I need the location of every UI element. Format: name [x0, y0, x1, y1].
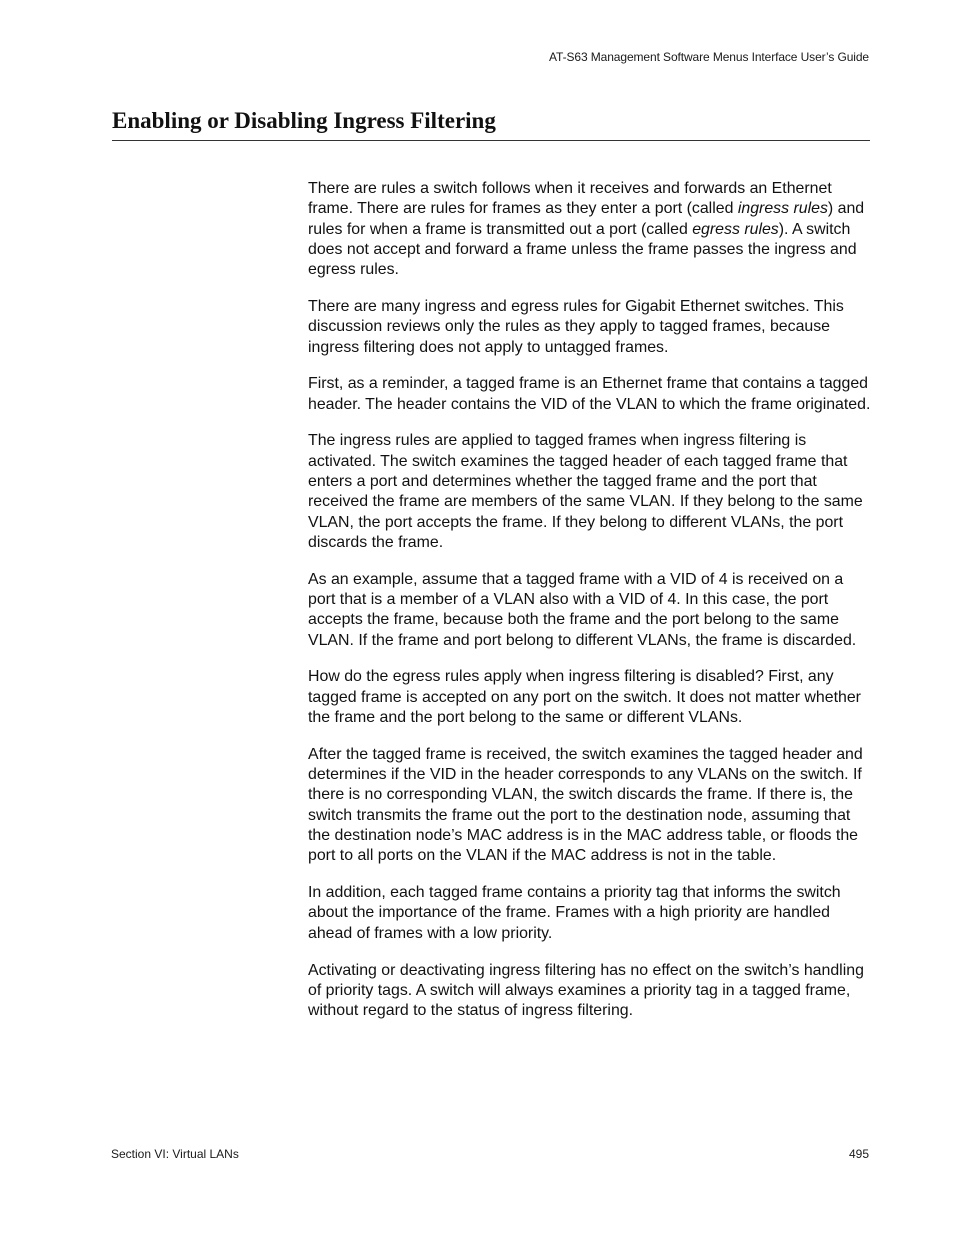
paragraph-intro: [308, 179, 872, 280]
paragraph-priority-tag: In addition, each tagged frame contains a priority tag that informs the switch about the importance of the frame. Frames with a high priority are handled ahead of frames with a low priority.: [308, 884, 841, 942]
term-ingress-rules: ingress rules: [737, 200, 828, 218]
footer-section-label: Section VI: Virtual LANs: [111, 1147, 239, 1161]
term-egress-rules: egress rules: [692, 220, 779, 238]
paragraph-gigabit-rules: There are many ingress and egress rules for Gigabit Ethernet switches. This discussion reviews only the rules as they apply to tagged frames, because ingress filtering does not apply to untagged frames.: [308, 297, 844, 356]
paragraph-after-received: After the tagged frame is received, the switch examines the tagged header and determines if the VID in the header corresponds to any VLANs on the switch. If there is no corresponding VLAN, the switch discards the frame. If there is, the switch transmits the frame out the port to the destination node, assuming that the destination node’s MAC address is in the MAC address table, or floods the port to all ports on the VLAN if the MAC address is not in the table.: [308, 745, 863, 865]
paragraph-tagged-frame-reminder: First, as a reminder, a tagged frame is an Ethernet frame that contains a tagged header. The header contains the VID of the VLAN to which the frame originated.: [308, 375, 871, 413]
paragraph-intro-text-3: ). A switch does not accept and forward a frame unless the frame passes the ingress and egress rules.: [308, 220, 857, 279]
running-header: AT-S63 Management Software Menus Interface User’s Guide: [549, 50, 869, 64]
paragraph-ingress-rules: The ingress rules are applied to tagged frames when ingress filtering is activated. The switch examines the tagged header of each tagged frame that enters a port and determines whether the tagged frame and the port that received the frame are members of the same VLAN. If they belong to the same VLAN, the port accepts the frame. If they belong to different VLANs, the port discards the frame.: [308, 432, 863, 551]
paragraph-egress-disabled: How do the egress rules apply when ingress filtering is disabled? First, any tagged frame is accepted on any port on the switch. It does not matter whether the frame and the port belong to the same or different VLANs.: [308, 668, 861, 727]
footer-page-number: 495: [848, 1147, 869, 1161]
paragraph-priority-handling: Activating or deactivating ingress filtering has no effect on the switch’s handling of priority tags. A switch will always examines a priority tag in a tagged frame, without regard to the status of ingress filtering.: [308, 961, 864, 1020]
paragraph-intro-text-1: There are rules a switch follows when it receives and forwards an Ethernet frame. There are rules for frames as they enter a port (called: [308, 180, 832, 218]
paragraph-example: As an example, assume that a tagged frame with a VID of 4 is received on a port that is a member of a VLAN also with a VID of 4. In this case, the port accepts the frame, because both the frame and the port belong to the same VLAN. If the frame and port belong to different VLANs, the frame is discarded.: [308, 570, 857, 649]
body-text: [308, 179, 872, 1038]
section-title: Enabling or Disabling Ingress Filtering: [112, 108, 496, 133]
paragraph-intro-text-2: ) and rules for when a frame is transmitted out a port (called: [308, 200, 865, 238]
title-rule: [112, 140, 870, 141]
